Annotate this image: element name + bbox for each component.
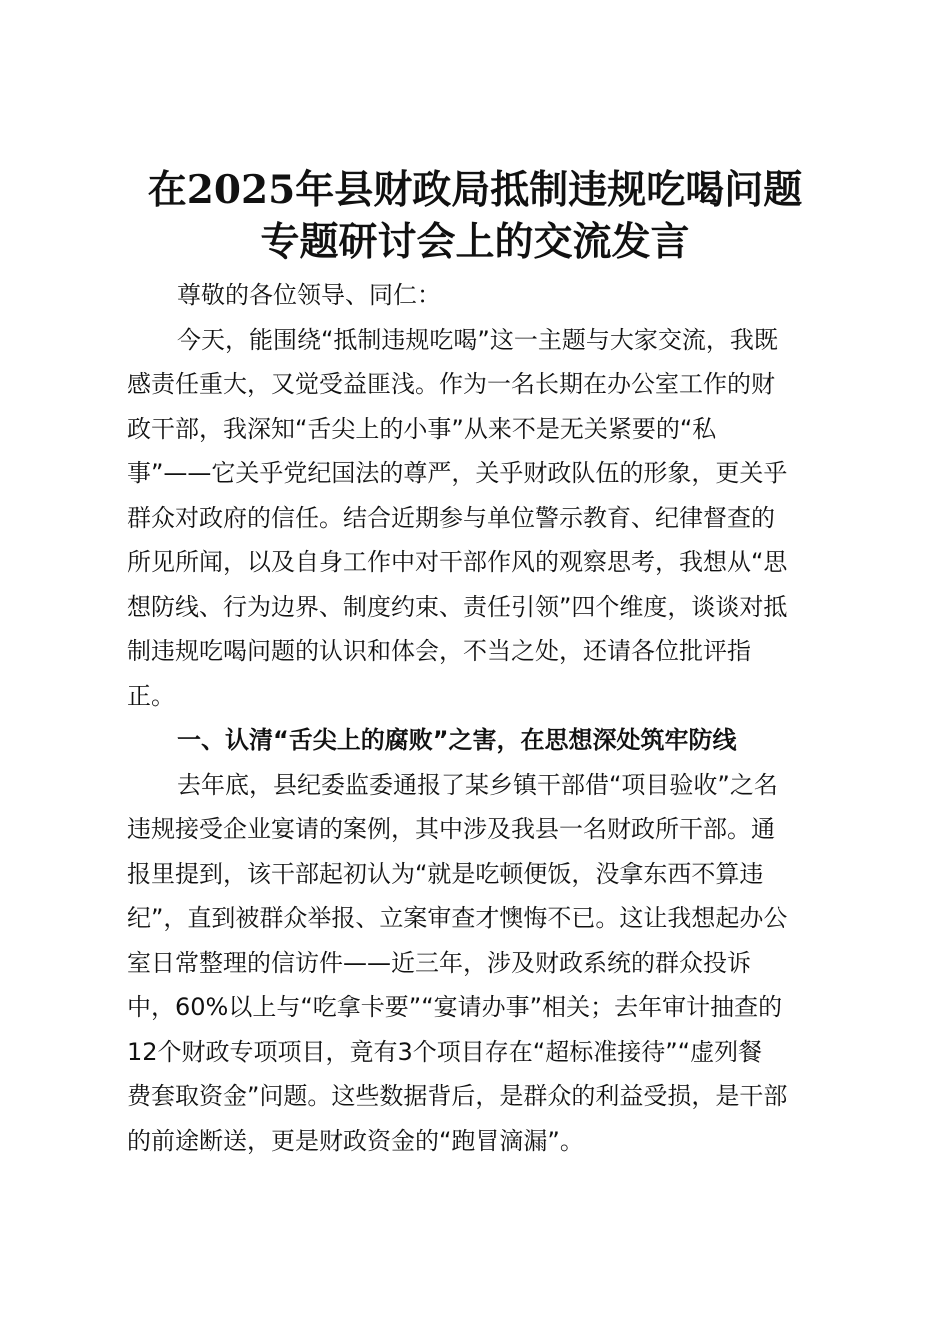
paragraph-2-line: 费套取资金”问题。这些数据背后，是群众的利益受损，是干部 — [127, 1082, 788, 1110]
paragraph-2-line: 违规接受企业宴请的案例，其中涉及我县一名财政所干部。通 — [127, 815, 775, 843]
document-body — [127, 273, 837, 1163]
paragraph-1-line: 制违规吃喝问题的认识和体会，不当之处，还请各位批评指 — [127, 637, 751, 665]
document-title-line-1: 在2025年县财政局抵制违规吃喝问题 — [147, 167, 803, 213]
paragraph-1-line: 想防线、行为边界、制度约束、责任引领”四个维度，谈谈对抵 — [127, 592, 788, 621]
paragraph-1-line: 所见所闻，以及自身工作中对干部作风的观察思考，我想从“思 — [127, 548, 788, 576]
paragraph-1-line: 政干部，我深知“舌尖上的小事”从来不是无关紧要的“私 — [127, 414, 717, 443]
paragraph-1-line: 今天，能围绕“抵制违规吃喝”这一主题与大家交流，我既 — [177, 325, 778, 354]
paragraph-1-line: 群众对政府的信任。结合近期参与单位警示教育、纪律督查的 — [127, 503, 775, 532]
paragraph-2-line: 报里提到，该干部起初认为“就是吃顿便饭，没拿东西不算违 — [127, 859, 764, 888]
paragraph-2-line: 纪”，直到被群众举报、立案审查才懊悔不已。这让我想起办公 — [127, 904, 788, 932]
paragraph-2-line: 的前途断送，更是财政资金的“跑冒滴漏”。 — [127, 1126, 584, 1155]
document-title-line-2: 专题研讨会上的交流发言 — [260, 219, 690, 265]
paragraph-2-line: 室日常整理的信访件——近三年，涉及财政系统的群众投诉 — [127, 948, 751, 977]
paragraph-1-line: 正。 — [127, 681, 175, 710]
paragraph-2-line: 中，60%以上与“吃拿卡要”“宴请办事”相关；去年审计抽查的 — [127, 993, 783, 1021]
greeting: 尊敬的各位领导、同仁： — [177, 281, 441, 309]
section-1-heading: 一、认清“舌尖上的腐败”之害，在思想深处筑牢防线 — [177, 726, 737, 754]
paragraph-2-line: 去年底，县纪委监委通报了某乡镇干部借“项目验收”之名 — [177, 770, 778, 799]
paragraph-2-line: 12个财政专项项目，竟有3个项目存在“超标准接待”“虚列餐 — [127, 1037, 763, 1066]
paragraph-1-line: 感责任重大，又觉受益匪浅。作为一名长期在办公室工作的财 — [127, 370, 775, 398]
paragraph-1-line: 事”——它关乎党纪国法的尊严，关乎财政队伍的形象，更关乎 — [127, 459, 788, 487]
